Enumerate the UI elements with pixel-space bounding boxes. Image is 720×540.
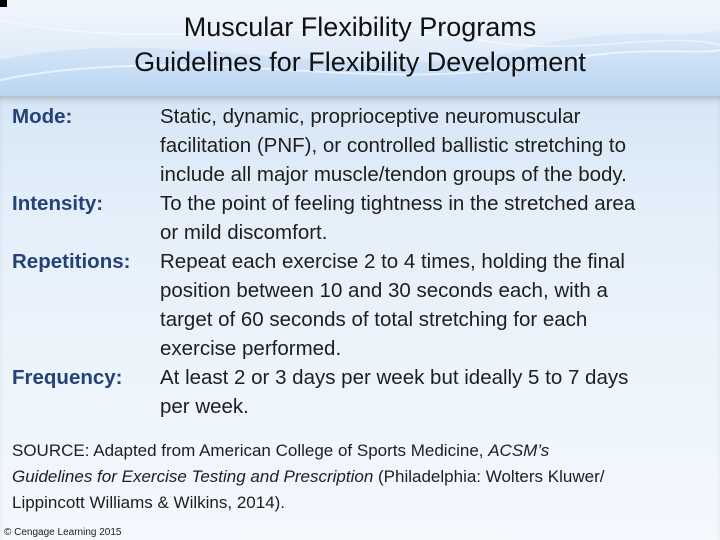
description-line: exercise performed.: [160, 337, 342, 360]
description-line: Static, dynamic, proprioceptive neuromuscular: [160, 105, 581, 128]
description-line: At least 2 or 3 days per week but ideally 5 to 7 days: [160, 366, 629, 389]
guideline-description: [160, 247, 715, 363]
guideline-description: [160, 363, 715, 421]
source-book-title: Guidelines for Exercise Testing and Prescription: [12, 467, 374, 486]
description-line: To the point of feeling tightness in the stretched area: [160, 192, 636, 215]
title-line-1: Muscular Flexibility Programs: [183, 12, 537, 42]
description-line: target of 60 seconds of total stretching for each: [160, 308, 588, 331]
source-citation: [12, 438, 712, 516]
title-line-2: Guidelines for Flexibility Development: [134, 47, 586, 77]
description-line: or mild discomfort.: [160, 221, 328, 244]
source-line-3: Lippincott Williams & Wilkins, 2014).: [12, 493, 286, 512]
source-text: SOURCE: Adapted from American College of Sports Medicine,: [12, 441, 489, 460]
description-line: position between 10 and 30 seconds each, with a: [160, 279, 608, 302]
description-line: facilitation (PNF), or controlled ballistic stretching to: [160, 134, 626, 157]
guideline-description: [160, 189, 715, 247]
slide-header: [0, 0, 720, 96]
slide-title: [0, 10, 720, 80]
source-book-title: ACSM’s: [488, 441, 550, 460]
guideline-label: Mode:: [12, 105, 73, 128]
description-line: per week.: [160, 395, 249, 418]
source-line-2: [12, 464, 712, 490]
guideline-label: Frequency:: [12, 366, 123, 389]
source-text: (Philadelphia: Wolters Kluwer/: [373, 467, 605, 486]
description-line: Repeat each exercise 2 to 4 times, holding the final: [160, 250, 625, 273]
guideline-label: Repetitions:: [12, 250, 131, 273]
guideline-description: [160, 102, 715, 189]
copyright-notice: © Cengage Learning 2015: [4, 527, 122, 538]
source-line-1: [12, 438, 712, 464]
corner-mark: [0, 0, 7, 7]
description-line: include all major muscle/tendon groups of the body.: [160, 163, 627, 186]
guideline-label: Intensity:: [12, 192, 104, 215]
